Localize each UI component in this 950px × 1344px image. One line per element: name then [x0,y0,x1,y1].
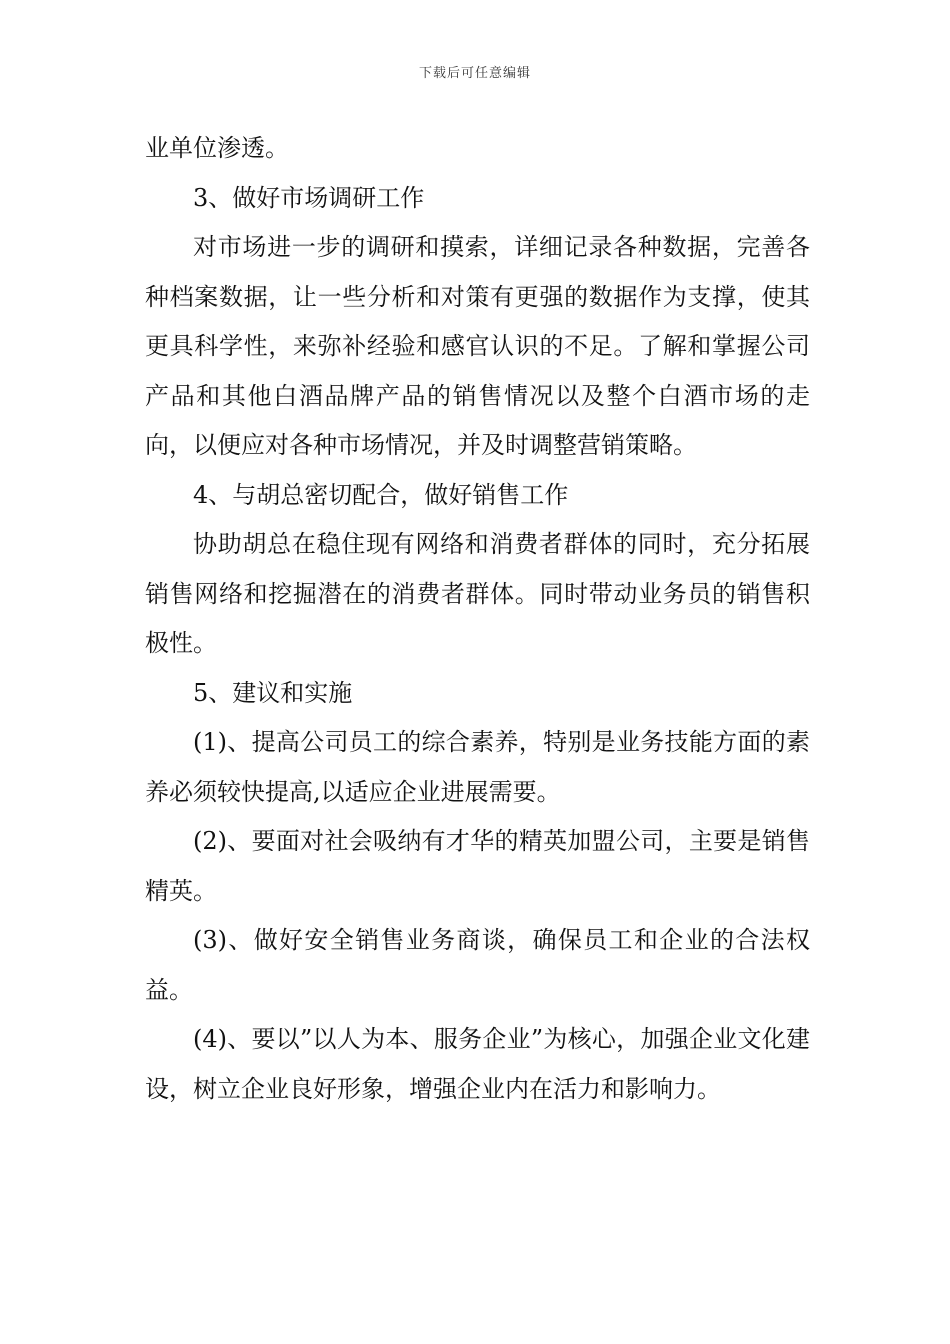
section-heading-5: 5、建议和实施 [193,678,353,707]
paragraph-sales-cooperation: 协助胡总在稳住现有网络和消费者群体的同时，充分拓展销售网络和挖掘潜在的消费者群体。同时带动业务员的销售积极性。 [145,530,810,657]
document-body [145,124,810,1114]
suggestion-item-3: (3)、做好安全销售业务商谈，确保员工和企业的合法权益。 [145,926,810,1004]
suggestion-item-4: (4)、要以”以人为本、服务企业”为核心，加强企业文化建设，树立企业良好形象，增强企业内在活力和影响力。 [145,1025,810,1103]
page-header: 下载后可任意编辑 [418,66,531,81]
section-heading-3: 3、做好市场调研工作 [193,183,425,212]
paragraph-continuation: 业单位渗透。 [145,134,289,162]
suggestion-item-2: (2)、要面对社会吸纳有才华的精英加盟公司，主要是销售精英。 [145,827,810,905]
suggestion-item-1: (1)、提高公司员工的综合素养，特别是业务技能方面的素养必须较快提高,以适应企业进展需要。 [145,728,810,806]
section-heading-4: 4、与胡总密切配合，做好销售工作 [193,480,569,509]
paragraph-market-research: 对市场进一步的调研和摸索，详细记录各种数据，完善各种档案数据，让一些分析和对策有更强的数据作为支撑，使其更具科学性，来弥补经验和感官认识的不足。了解和掌握公司产品和其他白酒品牌产品的销售情况以及整个白酒市场的走向，以便应对各种市场情况，并及时调整营销策略。 [145,233,810,459]
